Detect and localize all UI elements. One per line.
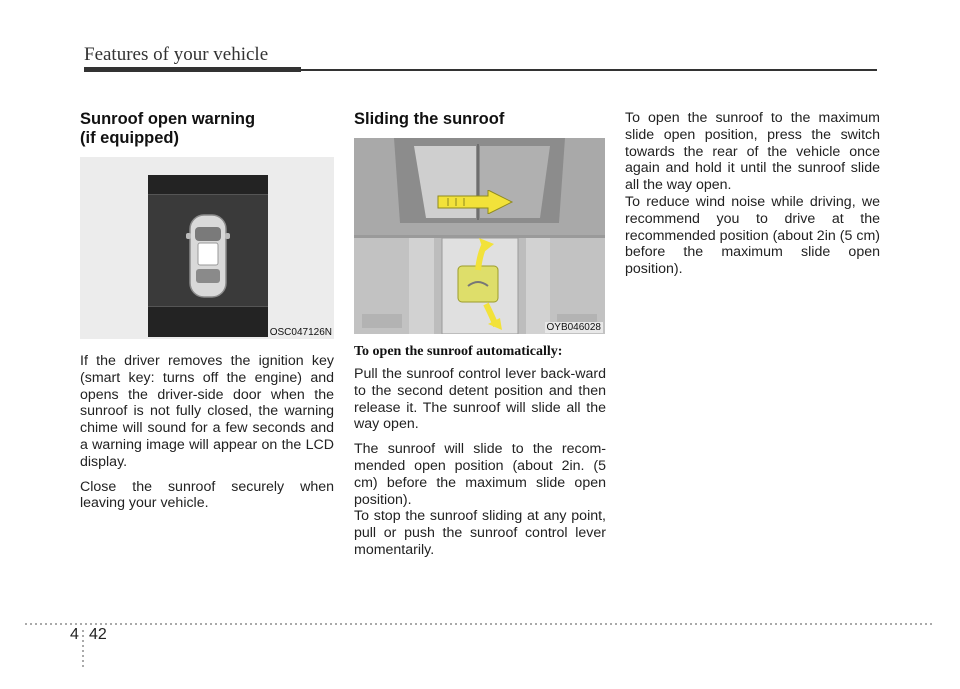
lcd-display <box>148 175 268 337</box>
paragraph: Pull the sunroof control lever back-ward to the second detent position and then release it. The sunroof will slide all the way open. <box>354 366 606 433</box>
section-heading-warning: Sunroof open warning (if equipped) <box>80 110 256 147</box>
up-down-arrow-icon <box>466 238 506 334</box>
figure-sunroof-controls <box>354 138 605 334</box>
footer-chapter-number: 4 <box>70 626 79 643</box>
slide-arrow-icon <box>436 190 516 214</box>
paragraph: The sunroof will slide to the recom-mended open position (about 2in. (5 cm) before the maximum slide open position). To stop the sunroof sliding at any point, pull or push the sunroof control lever momentarily. <box>354 441 606 558</box>
paragraph: To open the sunroof to the maximum slide open position, press the switch towards the rear of the vehicle once again and hold it until the sunroof slide all the way open. To reduce wind noise while driving, we recommend you to drive at the recommended position (about 2in (5 cm) before the maximum slide open position). <box>625 110 880 278</box>
section-heading-sliding: Sliding the sunroof <box>354 110 505 128</box>
car-top-view-icon <box>148 175 268 337</box>
sunroof-panel-illustration <box>354 138 605 235</box>
column-sliding-sunroof <box>354 110 606 559</box>
figure-lcd-warning <box>80 157 334 339</box>
footer-page-number: 42 <box>89 626 107 643</box>
figure-code-label: OYB046028 <box>546 322 601 333</box>
column-sunroof-warning <box>80 110 334 512</box>
paragraph: If the driver removes the ignition key (smart key: turns off the engine) and opens the driver-side door when the sunroof is not fully closed, the warning chime will sound for a few seconds and a warning image will appear on the LCD display. <box>80 353 334 470</box>
figure-control-lever <box>354 238 605 334</box>
column-maximum-open <box>625 110 880 278</box>
figure-sunroof-panel <box>354 138 605 235</box>
header-bar <box>84 67 301 72</box>
paragraph: Close the sunroof securely when leaving your vehicle. <box>80 478 334 512</box>
subheading-open-automatically: To open the sunroof automatically: <box>354 344 563 359</box>
figure-code-label: OSC047126N <box>269 327 332 338</box>
header-rule <box>301 69 877 71</box>
footer-dotted-rule <box>0 620 960 680</box>
page-header-title: Features of your vehicle <box>84 44 269 65</box>
